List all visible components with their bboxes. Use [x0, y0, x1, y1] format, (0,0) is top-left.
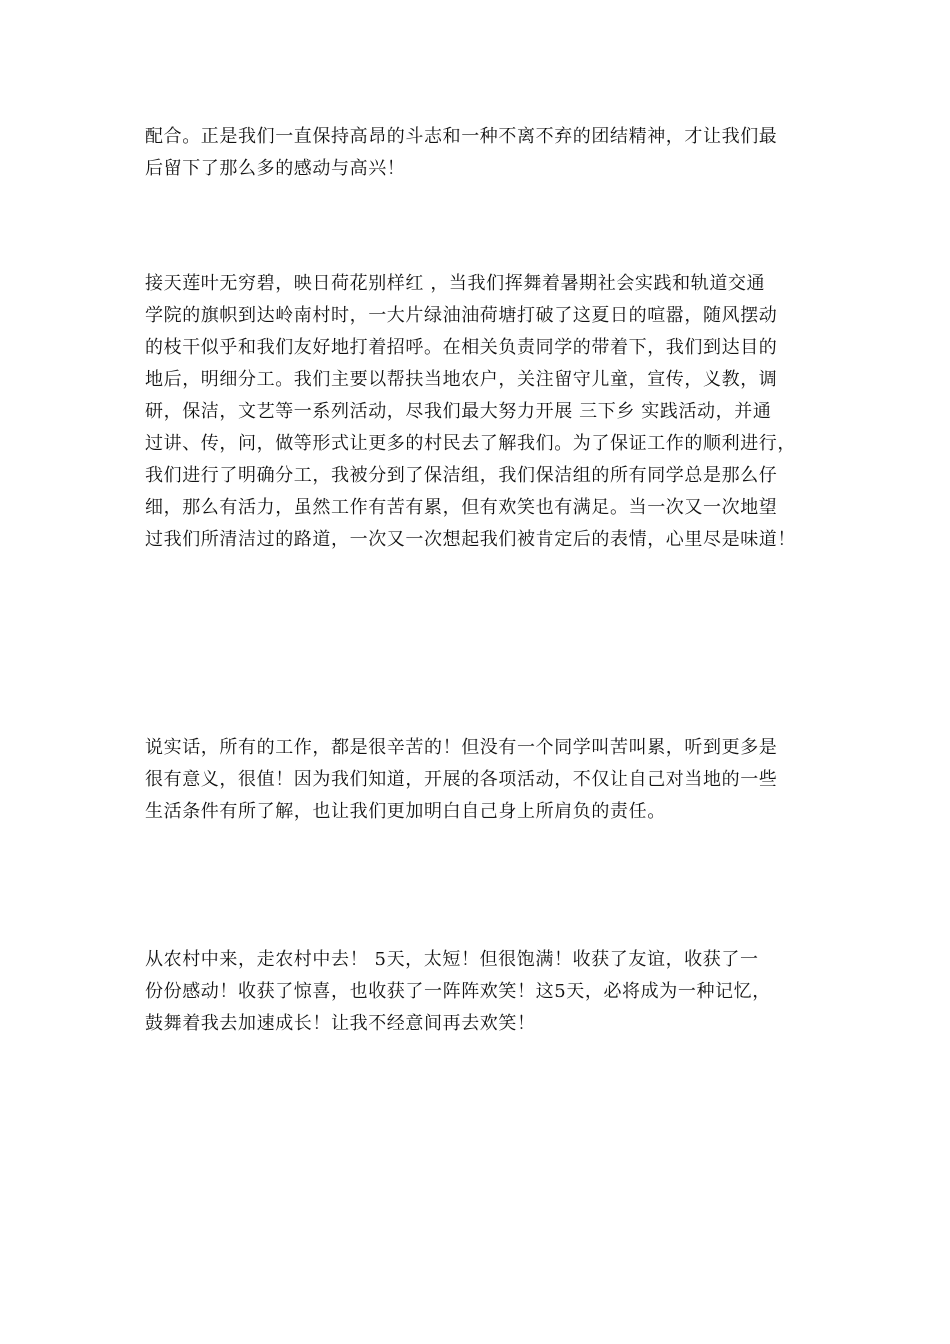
text-line: 过讲、传，问，做等形式让更多的村民去了解我们。为了保证工作的顺利进行， [145, 433, 796, 454]
text-line: 后留下了那么多的感动与高兴！ [145, 158, 406, 179]
text-line: 我们进行了明确分工，我被分到了保洁组，我们保洁组的所有同学总是那么仔 [145, 465, 778, 486]
paragraph-hard-work [145, 732, 815, 828]
text-line: 接天莲叶无穷碧，映日荷花别样红 ，当我们挥舞着暑期社会实践和轨道交通 [145, 273, 766, 294]
text-line: 过我们所清洁过的路道，一次又一次想起我们被肯定后的表情，心里尽是味道！ [145, 529, 796, 550]
text-line: 研，保洁，文艺等一系列活动，尽我们最大努力开展 三下乡 实践活动，并通 [145, 401, 772, 422]
text-line: 细，那么有活力，虽然工作有苦有累，但有欢笑也有满足。当一次又一次地望 [145, 497, 778, 518]
text-line: 份份感动！收获了惊喜，也收获了一阵阵欢笑！这5天，必将成为一种记忆， [145, 981, 771, 1002]
paragraph-closing-cooperation [145, 121, 815, 185]
text-line: 的枝干似乎和我们友好地打着招呼。在相关负责同学的带着下，我们到达目的 [145, 337, 778, 358]
text-line: 学院的旗帜到达岭南村时，一大片绿油油荷塘打破了这夏日的喧嚣，随风摆动 [145, 305, 778, 326]
paragraph-five-days [145, 944, 815, 1040]
text-line: 生活条件有所了解，也让我们更加明白自己身上所肩负的责任。 [145, 801, 666, 822]
paragraph-arrival-lingnan-village [145, 268, 815, 556]
text-line: 地后，明细分工。我们主要以帮扶当地农户，关注留守儿童，宣传，义教，调 [145, 369, 778, 390]
text-line: 说实话，所有的工作，都是很辛苦的！但没有一个同学叫苦叫累，听到更多是 [145, 737, 778, 758]
text-line: 从农村中来，走农村中去！ 5天，太短！但很饱满！收获了友谊，收获了一 [145, 949, 759, 970]
text-line: 很有意义，很值！因为我们知道，开展的各项活动，不仅让自己对当地的一些 [145, 769, 778, 790]
text-line: 鼓舞着我去加速成长！让我不经意间再去欢笑！ [145, 1013, 536, 1034]
text-line: 配合。正是我们一直保持高昂的斗志和一种不离不弃的团结精神，才让我们最 [145, 126, 778, 147]
